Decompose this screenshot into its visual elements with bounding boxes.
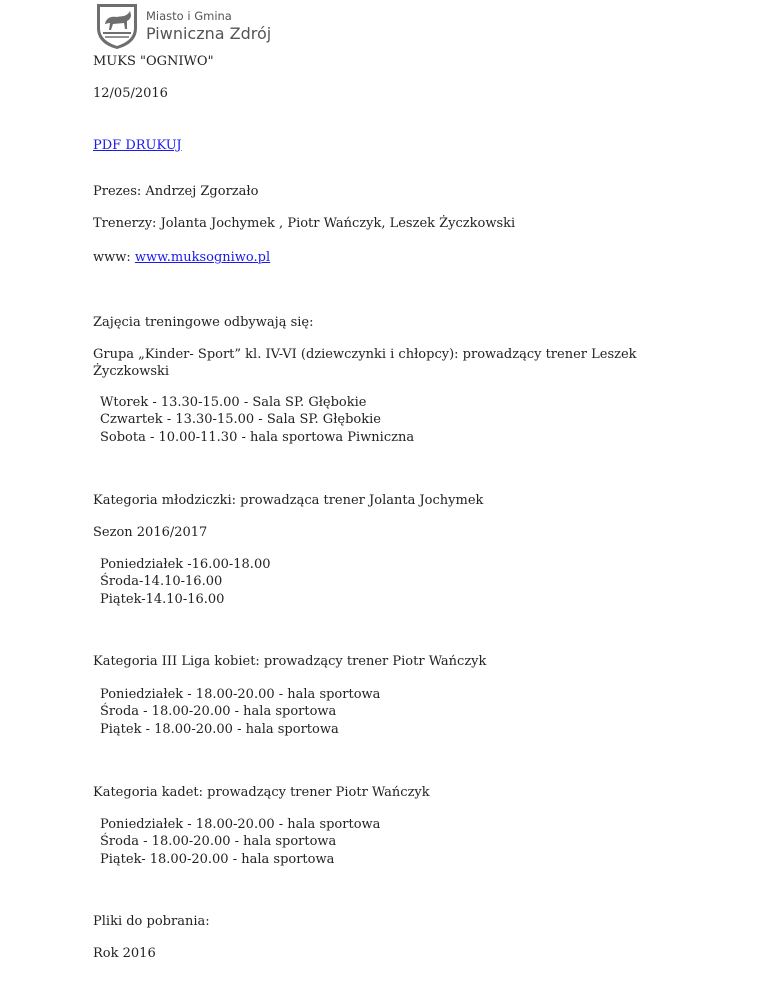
website-label: www: <box>93 250 135 265</box>
schedule-item: Wtorek - 13.30-15.00 - Sala SP. Głębokie <box>100 395 367 410</box>
pdf-link[interactable]: PDF <box>93 138 122 153</box>
municipality-logo[interactable] <box>94 2 271 50</box>
president-line: Prezes: Andrzej Zgorzało <box>93 184 259 199</box>
publish-date: 12/05/2016 <box>93 86 168 101</box>
group-title: Grupa „Kinder- Sport” kl. IV-VI (dziewczynki i chłopcy): prowadzący trener Leszek Życzkowski <box>93 347 637 379</box>
website-line <box>93 250 653 265</box>
action-links <box>93 138 653 153</box>
schedule-item: Piątek - 18.00-20.00 - hala sportowa <box>100 721 339 737</box>
schedule-list <box>100 394 620 446</box>
downloads-label: Pliki do pobrania: <box>93 914 210 929</box>
schedule-item: Piątek- 18.00-20.00 - hala sportowa <box>100 851 335 867</box>
schedule-item: Piątek-14.10-16.00 <box>100 591 225 607</box>
schedule-item: Poniedziałek - 18.00-20.00 - hala sportowa <box>100 687 381 702</box>
training-intro: Zajęcia treningowe odbywają się: <box>93 315 314 330</box>
schedule-list <box>100 686 620 738</box>
logo-line-2: Piwniczna Zdrój <box>146 23 272 43</box>
website-link[interactable]: www.muksogniwo.pl <box>134 250 271 265</box>
schedule-item: Czwartek - 13.30-15.00 - Sala SP. Głębokie <box>100 412 381 428</box>
crest-icon <box>94 2 140 50</box>
schedule-list <box>100 556 620 608</box>
schedule-list <box>100 816 620 868</box>
season-label: Sezon 2016/2017 <box>93 525 208 540</box>
downloads-year: Rok 2016 <box>93 946 156 961</box>
logo-line-1: Miasto i Gmina <box>146 8 232 23</box>
group-title: Kategoria kadet: prowadzący trener Piotr Wańczyk <box>93 785 430 800</box>
group-title: Kategoria młodziczki: prowadząca trener Jolanta Jochymek <box>93 493 484 508</box>
schedule-item: Środa - 18.00-20.00 - hala sportowa <box>100 704 337 720</box>
group-title: Kategoria III Liga kobiet: prowadzący trener Piotr Wańczyk <box>93 654 487 669</box>
print-link[interactable]: DRUKUJ <box>121 138 182 153</box>
coaches-line: Trenerzy: Jolanta Jochymek , Piotr Wańczyk, Leszek Życzkowski <box>93 216 516 231</box>
schedule-item: Środa - 18.00-20.00 - hala sportowa <box>100 834 337 850</box>
schedule-item: Poniedziałek - 18.00-20.00 - hala sportowa <box>100 817 381 832</box>
schedule-item: Środa-14.10-16.00 <box>100 574 223 590</box>
schedule-item: Sobota - 10.00-11.30 - hala sportowa Piwniczna <box>100 429 415 445</box>
schedule-item: Poniedziałek -16.00-18.00 <box>100 557 271 572</box>
club-name: MUKS "OGNIWO" <box>93 54 214 69</box>
